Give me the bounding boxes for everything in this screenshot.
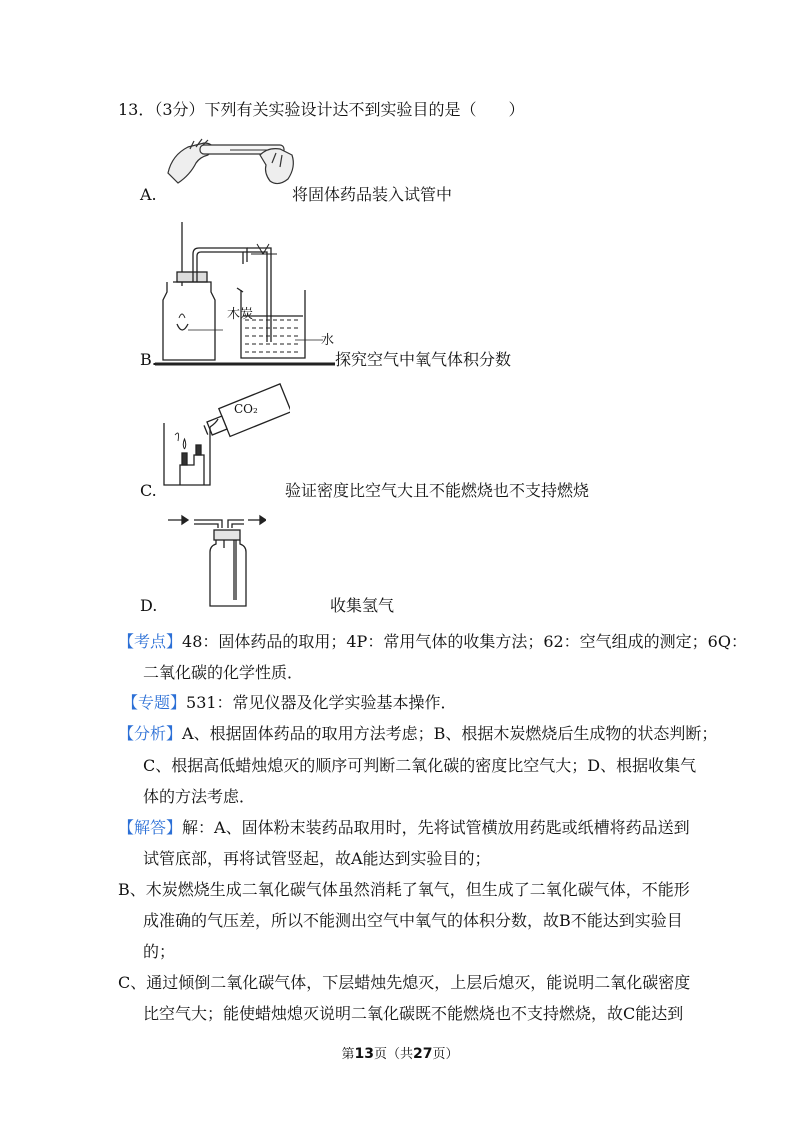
figure-c-co2-candles: [160, 383, 290, 493]
jieda-line-1: 【解答】解：A、固体粉末装药品取用时，先将试管横放用药匙或纸槽将药品送到: [118, 818, 690, 837]
option-b-caption: 探究空气中氧气体积分数: [335, 350, 512, 369]
option-c-letter: C.: [140, 481, 157, 500]
option-a-letter: A.: [140, 185, 157, 204]
figure-d-gas-collection-bottle: [166, 510, 266, 610]
option-c-caption: 验证密度比空气大且不能燃烧也不支持燃烧: [285, 481, 590, 500]
option-d-letter: D.: [140, 596, 158, 615]
jieda-line-2: 试管底部，再将试管竖起，故A能达到实验目的；: [143, 849, 491, 868]
fenxi-line-1: 【分析】A、根据固体药品的取用方法考虑；B、根据木炭燃烧后生成物的状态判断；: [118, 724, 718, 743]
option-d-caption: 收集氢气: [330, 596, 395, 615]
fenxi-tag: 【分析】: [118, 724, 183, 743]
jieda-tag: 【解答】: [118, 818, 183, 837]
part-b-line-2: 成准确的气压差，所以不能测出空气中氧气的体积分数，故B不能达到实验目: [143, 911, 683, 930]
water-label: 水: [321, 333, 335, 348]
page-number: 13: [354, 1046, 374, 1062]
part-c-line-1: C、通过倾倒二氧化碳气体，下层蜡烛先熄灭，上层后熄灭，能说明二氧化碳密度: [118, 973, 691, 992]
page-footer: 第13页（共27页）: [341, 1046, 459, 1062]
figure-b-oxygen-apparatus: [155, 222, 335, 372]
kaodian-line-1: 【考点】48：固体药品的取用；4P：常用气体的收集方法；62：空气组成的测定；6Q：: [118, 632, 747, 651]
co2-label: CO₂: [234, 402, 258, 416]
page-total: 27: [413, 1046, 433, 1062]
part-c-line-2: 比空气大；能使蜡烛熄灭说明二氧化碳既不能燃烧也不支持燃烧，故C能达到: [143, 1004, 684, 1023]
part-b-line-1: B、木炭燃烧生成二氧化碳气体虽然消耗了氧气，但生成了二氧化碳气体，不能形: [118, 880, 690, 899]
fenxi-line-2: C、根据高低蜡烛熄灭的顺序可判断二氧化碳的密度比空气大；D、根据收集气: [143, 756, 697, 775]
kaodian-line-2: 二氧化碳的化学性质．: [143, 663, 304, 682]
kaodian-tag: 【考点】: [118, 632, 183, 651]
option-a-caption: 将固体药品装入试管中: [292, 185, 453, 204]
charcoal-label: 木炭: [227, 307, 254, 322]
part-b-line-3: 的；: [143, 942, 176, 961]
zhuanti-line: 【专题】531：常见仪器及化学实验基本操作．: [122, 693, 457, 712]
zhuanti-tag: 【专题】: [122, 693, 187, 712]
fenxi-line-3: 体的方法考虑．: [143, 787, 256, 806]
question-header: 13．（3分）下列有关实验设计达不到实验目的是（ ）: [118, 100, 525, 119]
option-b-letter: B.: [140, 350, 157, 369]
figure-a-test-tube-loading: [160, 133, 300, 193]
